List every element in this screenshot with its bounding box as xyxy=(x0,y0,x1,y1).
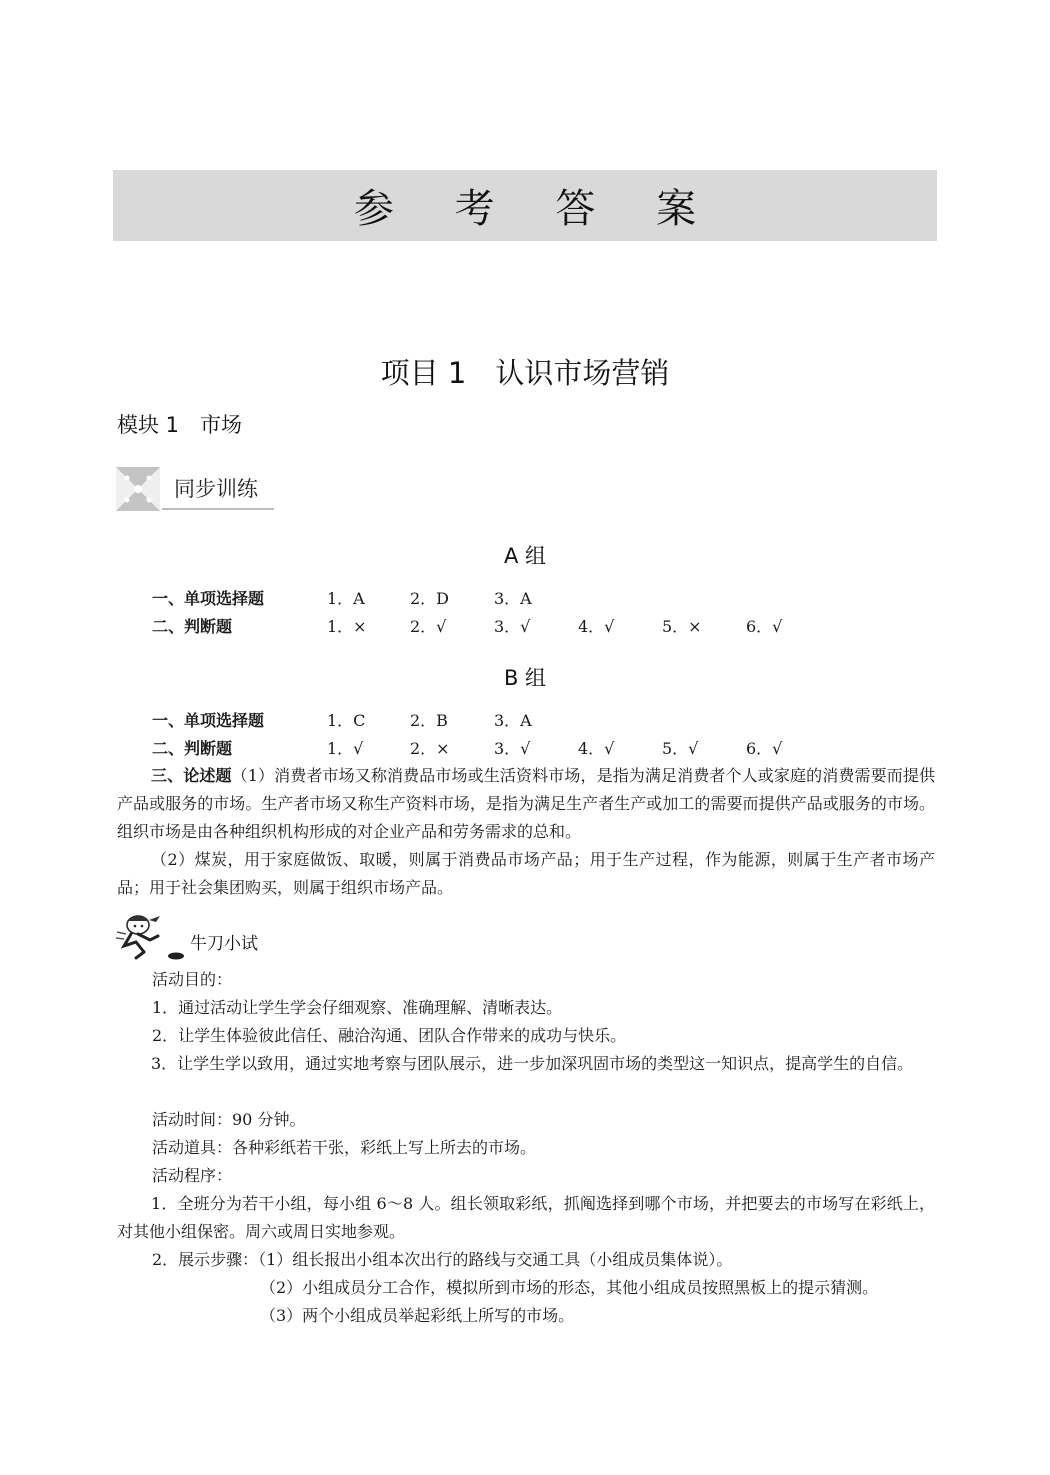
essay-paragraph-1 xyxy=(117,762,935,846)
activity-step-2a: 2．展示步骤：（1）组长报出小组本次出行的路线与交通工具（小组成员集体说）。 xyxy=(152,1250,733,1269)
answer-item: 5．× xyxy=(662,617,702,636)
sync-underline xyxy=(162,508,274,510)
answer-item: 6．√ xyxy=(746,739,783,758)
answer-item: 3．A xyxy=(494,711,532,730)
answer-item: 2．√ xyxy=(410,617,447,636)
project-title: 项目 1 认识市场营销 xyxy=(380,356,670,390)
sync-training-label: 同步训练 xyxy=(174,477,258,501)
kungfu-figure-icon xyxy=(114,912,186,962)
activity-purpose-3: 3．让学生学以致用，通过实地考察与团队展示，进一步加深巩固市场的类型这一知识点，提高学生的自信。 xyxy=(151,1054,914,1073)
module-title: 模块 1 市场 xyxy=(117,413,243,437)
answer-banner xyxy=(113,170,937,241)
activity-step-2b: （2）小组成员分工合作，模拟所到市场的形态，其他小组成员按照黑板上的提示猜测。 xyxy=(260,1278,879,1297)
answer-item: 1．C xyxy=(327,711,366,730)
answer-item: 5．√ xyxy=(662,739,699,758)
group-a-title: A 组 xyxy=(503,544,547,568)
judge-label: 二、判断题 xyxy=(152,739,233,758)
answer-item: 1．A xyxy=(327,589,365,608)
activity-procedure-title: 活动程序： xyxy=(152,1166,233,1185)
sync-training-badge xyxy=(116,467,276,513)
answer-item: 2．× xyxy=(410,739,450,758)
activity-step-2c: （3）两个小组成员举起彩纸上所写的市场。 xyxy=(260,1306,575,1325)
activity-props: 活动道具：各种彩纸若干张，彩纸上写上所去的市场。 xyxy=(152,1138,537,1157)
answer-item: 6．√ xyxy=(746,617,783,636)
single-choice-label: 一、单项选择题 xyxy=(152,711,265,730)
answer-item: 3．√ xyxy=(494,739,531,758)
single-choice-label: 一、单项选择题 xyxy=(152,589,265,608)
activity-step-1: 1．全班分为若干小组，每小组 6～8 人。组长领取彩纸，抓阄选择到哪个市场，并把要去的市场写在彩纸上，对其他小组保密。周六或周日实地参观。 xyxy=(117,1194,935,1241)
niudao-badge xyxy=(114,912,314,962)
activity-time: 活动时间：90 分钟。 xyxy=(152,1110,306,1129)
answer-item: 2．D xyxy=(410,589,450,608)
answer-item: 3．A xyxy=(494,589,532,608)
essay-text-1: （1）消费者市场又称消费品市场或生活资料市场，是指为满足消费者个人或家庭的消费需要而提供产品或服务的市场。生产者市场又称生产资料市场，是指为满足生产者生产或加工的需要而提供产品或服务的市场。组织市场是由各种组织机构形成的对企业产品和劳务需求的总和。 xyxy=(117,766,935,841)
niudao-label: 牛刀小试 xyxy=(190,934,258,954)
answer-item: 1．√ xyxy=(327,739,364,758)
activity-purpose-title: 活动目的： xyxy=(152,970,233,989)
answer-item: 2．B xyxy=(410,711,448,730)
judge-label: 二、判断题 xyxy=(152,617,233,636)
banner-title: 参 考 答 案 xyxy=(353,186,721,232)
activity-purpose-1: 1．通过活动让学生学会仔细观察、准确理解、清晰表达。 xyxy=(152,998,563,1017)
group-b-title: B 组 xyxy=(503,666,547,690)
diamond-pattern-icon xyxy=(116,467,160,511)
activity-purpose-2: 2．让学生体验彼此信任、融洽沟通、团队合作带来的成功与快乐。 xyxy=(152,1026,627,1045)
answer-item: 3．√ xyxy=(494,617,531,636)
essay-label: 三、论述题 xyxy=(151,766,232,785)
answer-item: 4．√ xyxy=(578,739,615,758)
essay-paragraph-2: （2）煤炭，用于家庭做饭、取暖，则属于消费品市场产品；用于生产过程，作为能源，则属于生产者市场产品；用于社会集团购买，则属于组织市场产品。 xyxy=(117,850,935,897)
answer-item: 1．× xyxy=(327,617,367,636)
answer-item: 4．√ xyxy=(578,617,615,636)
